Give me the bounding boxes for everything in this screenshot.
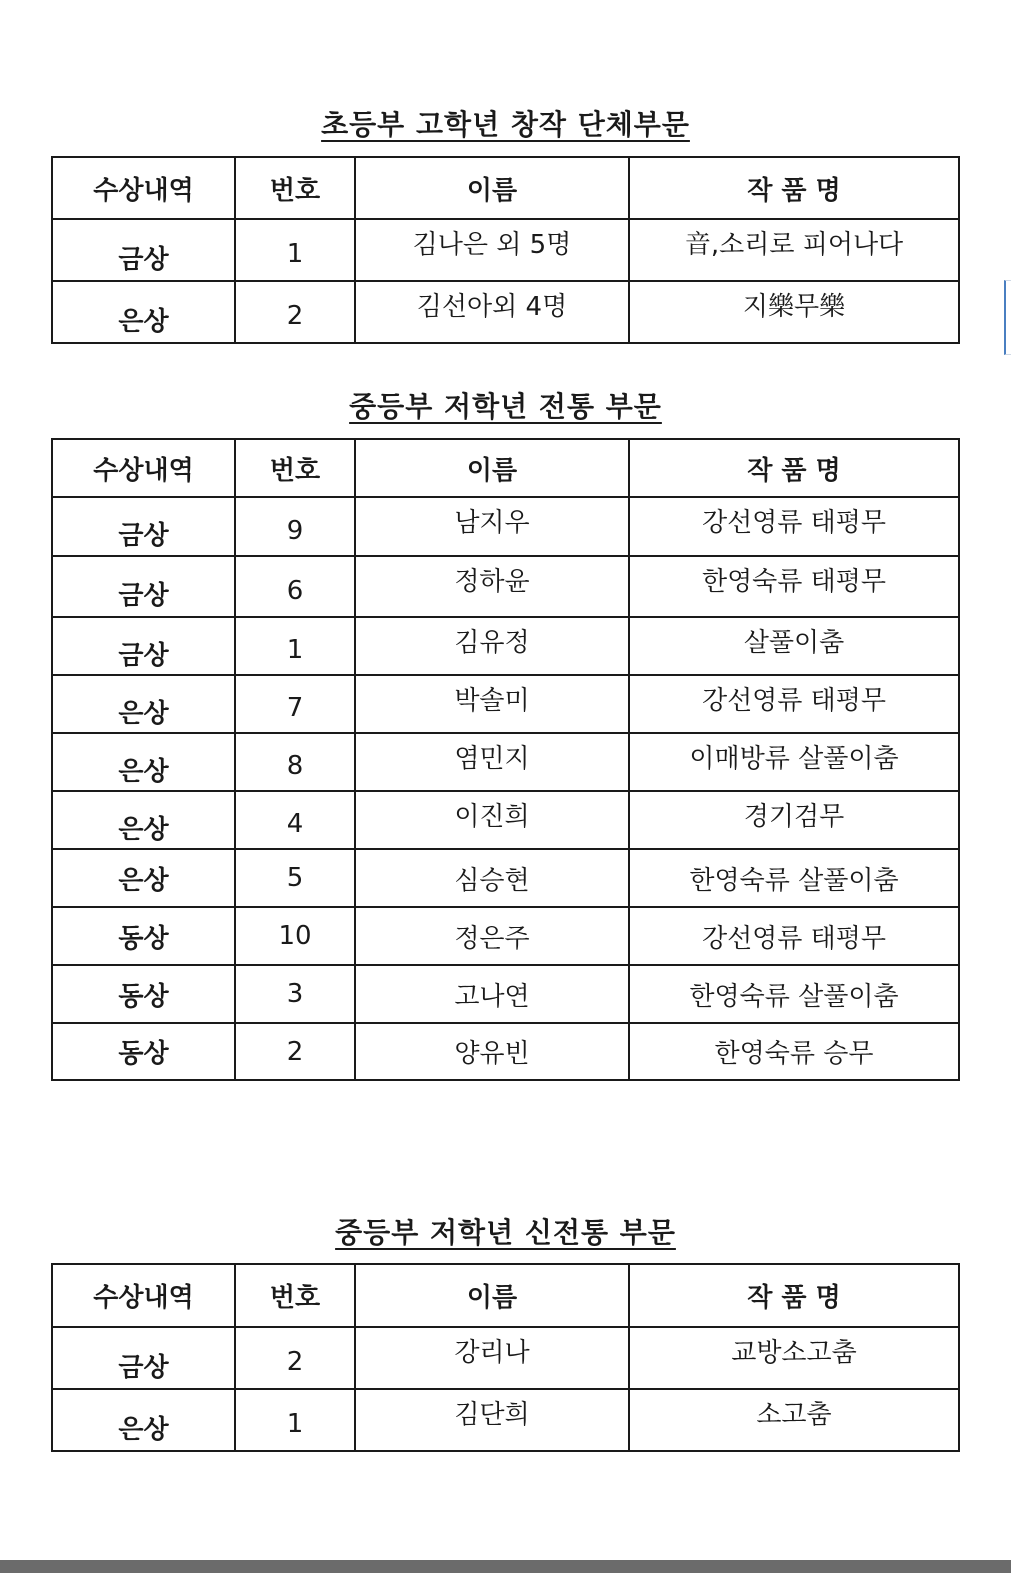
number-cell: 8	[235, 733, 355, 791]
award-cell: 금상	[52, 617, 235, 675]
award-cell: 금상	[52, 219, 235, 281]
number-cell: 2	[235, 1327, 355, 1389]
number-cell: 4	[235, 791, 355, 849]
section-title-2	[0, 385, 1011, 425]
work-cell: 살풀이춤	[629, 617, 959, 675]
number-cell: 2	[235, 281, 355, 343]
header-award: 수상내역	[52, 1264, 235, 1327]
header-name: 이름	[355, 1264, 629, 1327]
table-row	[52, 675, 959, 733]
table-row	[52, 497, 959, 556]
work-cell: 경기검무	[629, 791, 959, 849]
number-cell: 9	[235, 497, 355, 556]
table-row	[52, 1389, 959, 1451]
bottom-bar	[0, 1560, 1011, 1573]
table-row	[52, 791, 959, 849]
name-cell: 정하윤	[355, 556, 629, 617]
table-row	[52, 1023, 959, 1080]
section-title-text: 중등부 저학년 신전통 부문	[335, 1216, 676, 1249]
name-cell: 김유정	[355, 617, 629, 675]
number-cell: 7	[235, 675, 355, 733]
award-table-3	[51, 1263, 960, 1452]
number-cell: 3	[235, 965, 355, 1023]
award-cell: 은상	[52, 675, 235, 733]
header-award: 수상내역	[52, 439, 235, 497]
number-cell: 10	[235, 907, 355, 965]
section-title-text: 초등부 고학년 창작 단체부문	[321, 108, 690, 141]
table-row	[52, 849, 959, 907]
award-cell: 동상	[52, 1023, 235, 1080]
award-cell: 은상	[52, 791, 235, 849]
header-number: 번호	[235, 1264, 355, 1327]
award-table-1	[51, 156, 960, 344]
award-cell: 동상	[52, 907, 235, 965]
table-row	[52, 281, 959, 343]
table-row	[52, 733, 959, 791]
section-title-text: 중등부 저학년 전통 부문	[349, 390, 662, 423]
name-cell: 김나은 외 5명	[355, 219, 629, 281]
number-cell: 6	[235, 556, 355, 617]
award-cell: 금상	[52, 497, 235, 556]
work-cell: 교방소고춤	[629, 1327, 959, 1389]
edge-marker	[1004, 280, 1011, 355]
work-cell: 한영숙류 살풀이춤	[629, 849, 959, 907]
name-cell: 남지우	[355, 497, 629, 556]
work-cell: 한영숙류 태평무	[629, 556, 959, 617]
name-cell: 고나연	[355, 965, 629, 1023]
header-work: 작 품 명	[629, 439, 959, 497]
award-cell: 은상	[52, 733, 235, 791]
name-cell: 강리나	[355, 1327, 629, 1389]
table-row	[52, 1327, 959, 1389]
award-cell: 은상	[52, 281, 235, 343]
header-work: 작 품 명	[629, 157, 959, 219]
work-cell: 音,소리로 피어나다	[629, 219, 959, 281]
section-title-1	[0, 103, 1011, 143]
work-cell: 강선영류 태평무	[629, 675, 959, 733]
award-cell: 은상	[52, 849, 235, 907]
number-cell: 1	[235, 617, 355, 675]
work-cell: 이매방류 살풀이춤	[629, 733, 959, 791]
number-cell: 1	[235, 219, 355, 281]
name-cell: 정은주	[355, 907, 629, 965]
award-cell: 은상	[52, 1389, 235, 1451]
award-cell: 금상	[52, 556, 235, 617]
table-row	[52, 965, 959, 1023]
table-header-row	[52, 439, 959, 497]
table-header-row	[52, 1264, 959, 1327]
award-cell: 동상	[52, 965, 235, 1023]
award-table-2	[51, 438, 960, 1081]
number-cell: 5	[235, 849, 355, 907]
table-row	[52, 617, 959, 675]
number-cell: 1	[235, 1389, 355, 1451]
table-row	[52, 219, 959, 281]
name-cell: 이진희	[355, 791, 629, 849]
work-cell: 강선영류 태평무	[629, 497, 959, 556]
header-name: 이름	[355, 157, 629, 219]
work-cell: 지樂무樂	[629, 281, 959, 343]
table-header-row	[52, 157, 959, 219]
header-award: 수상내역	[52, 157, 235, 219]
work-cell: 소고춤	[629, 1389, 959, 1451]
name-cell: 김선아외 4명	[355, 281, 629, 343]
work-cell: 한영숙류 승무	[629, 1023, 959, 1080]
name-cell: 박솔미	[355, 675, 629, 733]
name-cell: 염민지	[355, 733, 629, 791]
name-cell: 김단희	[355, 1389, 629, 1451]
work-cell: 강선영류 태평무	[629, 907, 959, 965]
header-number: 번호	[235, 157, 355, 219]
header-number: 번호	[235, 439, 355, 497]
table-row	[52, 556, 959, 617]
work-cell: 한영숙류 살풀이춤	[629, 965, 959, 1023]
number-cell: 2	[235, 1023, 355, 1080]
table-row	[52, 907, 959, 965]
name-cell: 양유빈	[355, 1023, 629, 1080]
award-cell: 금상	[52, 1327, 235, 1389]
header-name: 이름	[355, 439, 629, 497]
header-work: 작 품 명	[629, 1264, 959, 1327]
name-cell: 심승현	[355, 849, 629, 907]
section-title-3	[0, 1211, 1011, 1251]
